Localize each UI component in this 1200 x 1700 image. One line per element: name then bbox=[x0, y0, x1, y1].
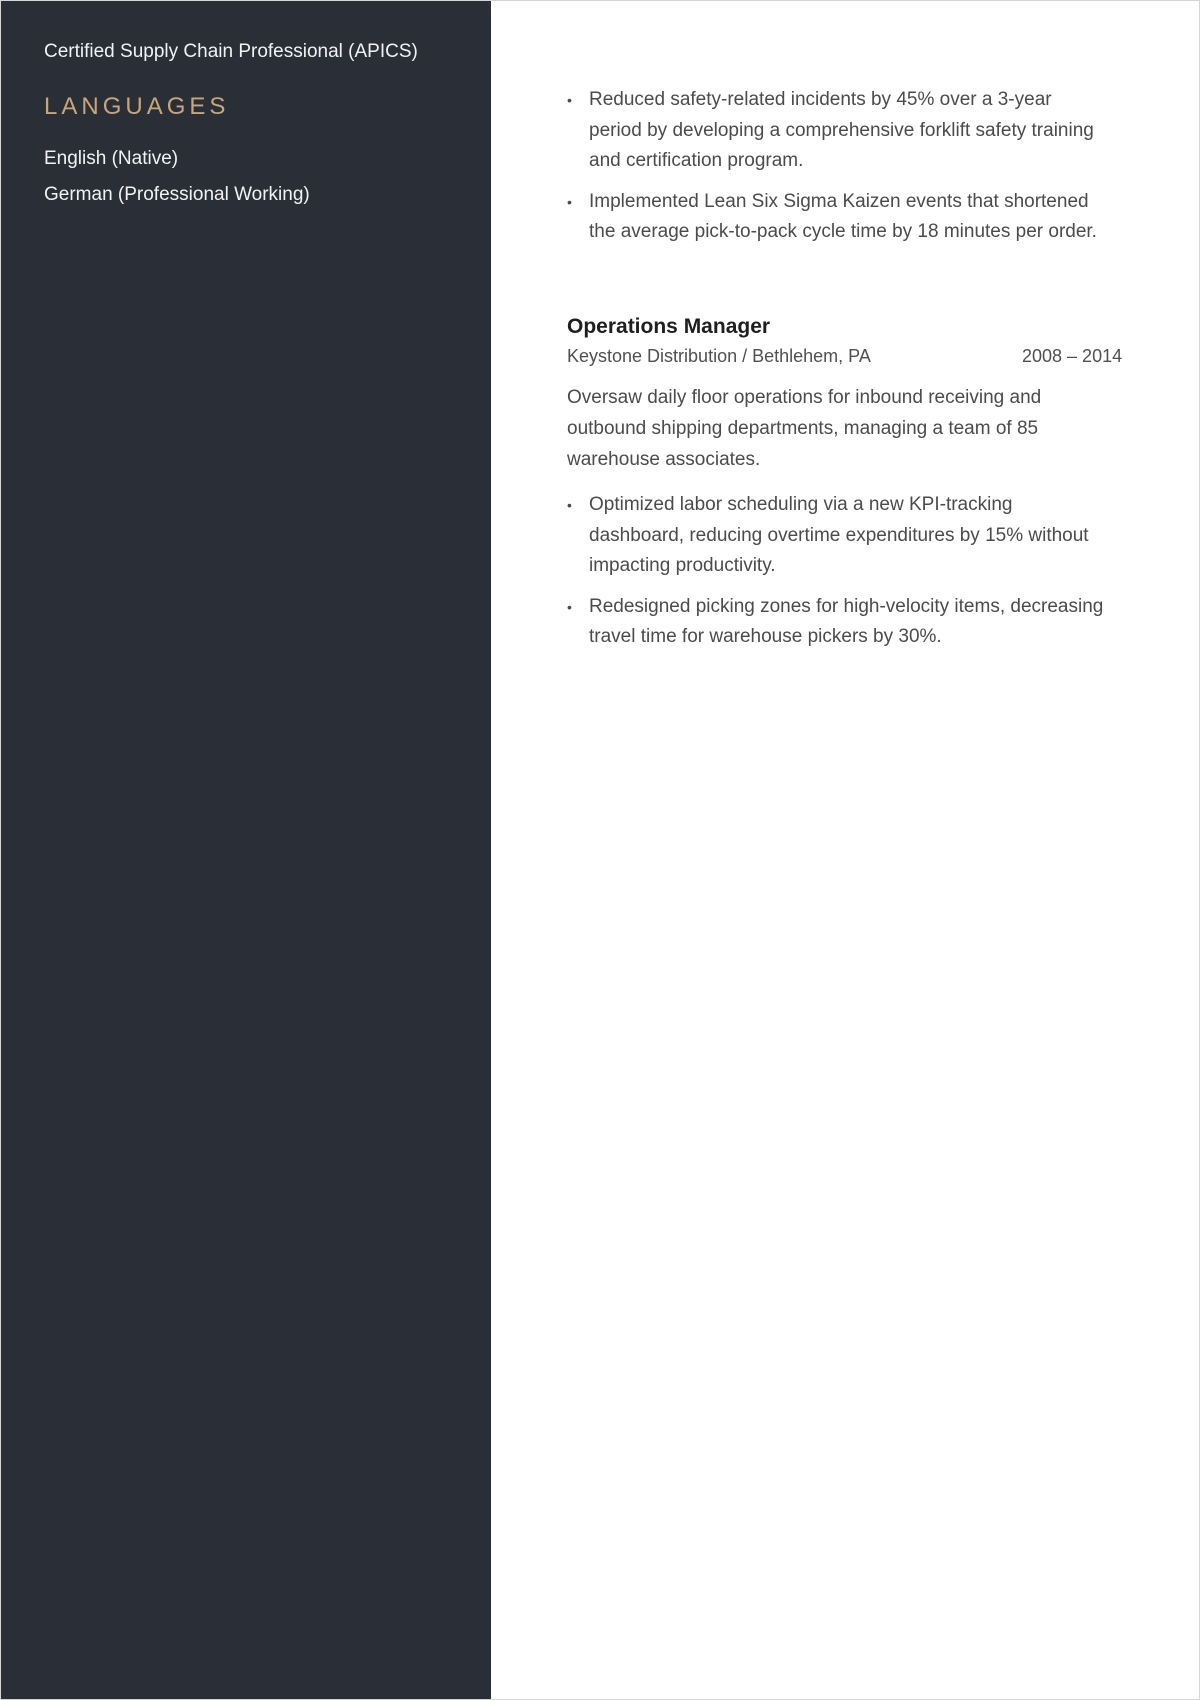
bullet-icon: • bbox=[567, 92, 572, 108]
job-dates: 2008 – 2014 bbox=[1022, 346, 1123, 366]
job-summary: Oversaw daily floor operations for inbound receiving and outbound shipping departments, managing a team of 85 warehouse associates. bbox=[567, 387, 1042, 470]
bullet-icon: • bbox=[567, 497, 572, 513]
job-bullets bbox=[567, 490, 1107, 663]
language-item: English (Native) bbox=[44, 148, 179, 169]
bullet-item bbox=[567, 490, 1107, 582]
bullet-text: Implemented Lean Six Sigma Kaizen events that shortened the average pick-to-pack cycle time by 18 minutes per order. bbox=[589, 190, 1097, 242]
job-title: Operations Manager bbox=[567, 315, 771, 338]
resume-sidebar bbox=[1, 1, 491, 1699]
languages-list bbox=[44, 146, 310, 218]
language-item: German (Professional Working) bbox=[44, 184, 310, 205]
bullet-item bbox=[567, 85, 1107, 177]
bullet-text: Reduced safety-related incidents by 45% over a 3-year period by developing a comprehensive forklift safety training and certification program. bbox=[589, 89, 1094, 171]
bullet-text: Redesigned picking zones for high-velocity items, decreasing travel time for warehouse pickers by 30%. bbox=[589, 595, 1104, 647]
bullet-icon: • bbox=[567, 193, 572, 210]
bullet-item bbox=[567, 187, 1107, 248]
languages-heading: LANGUAGES bbox=[44, 93, 230, 120]
previous-job-bullets bbox=[567, 85, 1107, 258]
bullet-item bbox=[567, 592, 1107, 653]
certification-item: Certified Supply Chain Professional (APICS) bbox=[44, 41, 418, 62]
bullet-text: Optimized labor scheduling via a new KPI-tracking dashboard, reducing overtime expenditures by 15% without impacting productivity. bbox=[589, 494, 1089, 576]
bullet-icon: • bbox=[567, 598, 572, 615]
resume-main bbox=[567, 1, 1127, 1699]
job-company: Keystone Distribution / Bethlehem, PA bbox=[567, 346, 871, 366]
